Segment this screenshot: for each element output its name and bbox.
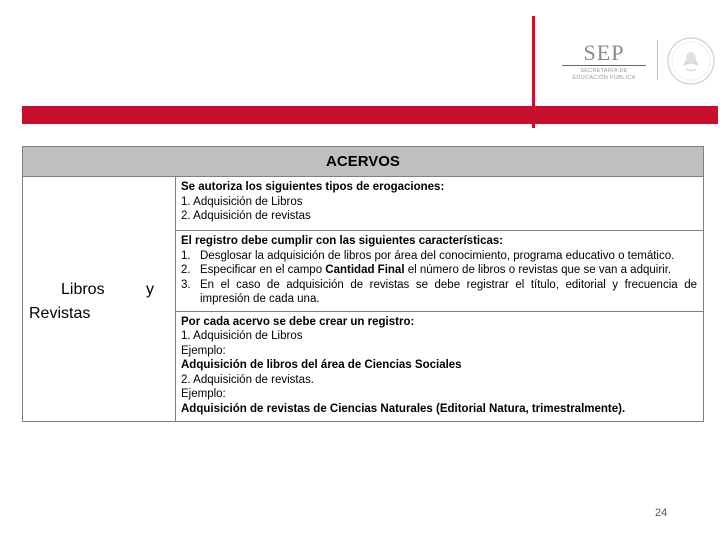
authorized-item-1: 1. Adquisición de Libros — [181, 195, 303, 208]
records-line-2: Ejemplo: — [181, 344, 226, 357]
category-word-libros: Libros — [61, 280, 105, 298]
acervos-table — [22, 146, 704, 422]
records-line-3: Adquisición de libros del área de Ciencias Sociales — [181, 359, 462, 371]
sep-logo-subtitle-1: SECRETARÍA DE — [580, 68, 628, 74]
page-number: 24 — [655, 507, 668, 519]
records-line-1: 1. Adquisición de Libros — [181, 330, 303, 342]
records-cell — [176, 311, 704, 421]
requirement-item-1: 1. Desglosar la adquisición de libros por área del conocimiento, programa educativo o temático. — [181, 249, 675, 262]
authorized-heading: Se autoriza los siguientes tipos de erogaciones: — [181, 181, 445, 193]
requirement-item-3: 3. En el caso de adquisición de revistas se debe registrar el título, editorial y frecuencia de impresión de cada una. — [181, 278, 697, 305]
header-red-bar — [22, 106, 718, 124]
category-cell — [23, 177, 176, 422]
category-word-revistas: Revistas — [29, 304, 91, 322]
requirement-item-2: 2. Especificar en el campo Cantidad Final el número de libros o revistas que se van a adquirir. — [181, 264, 672, 276]
sep-logo-rule — [562, 65, 646, 66]
category-word-y: y — [146, 280, 154, 298]
field-name-cantidad-final: Cantidad Final — [325, 264, 405, 276]
records-heading: Por cada acervo se debe crear un registro: — [181, 315, 415, 328]
table-title: ACERVOS — [23, 147, 704, 177]
sep-logo-subtitle-2: EDUCACIÓN PÚBLICA — [572, 75, 636, 81]
records-line-5: Ejemplo: — [181, 388, 226, 400]
national-seal-icon — [666, 36, 716, 86]
records-line-4: 2. Adquisición de revistas. — [181, 373, 314, 386]
authorized-item-2: 2. Adquisición de revistas — [181, 210, 311, 222]
sep-logo-text: SEP — [583, 40, 625, 65]
sep-logo — [556, 40, 652, 82]
requirements-cell — [176, 231, 704, 312]
authorized-expenses-cell — [176, 177, 704, 231]
sep-logo-subtitle — [556, 68, 652, 82]
records-line-6: Adquisición de revistas de Ciencias Naturales (Editorial Natura, trimestralmente). — [181, 402, 626, 415]
logo-divider — [657, 40, 658, 80]
requirements-heading: El registro debe cumplir con las siguientes características: — [181, 235, 504, 247]
